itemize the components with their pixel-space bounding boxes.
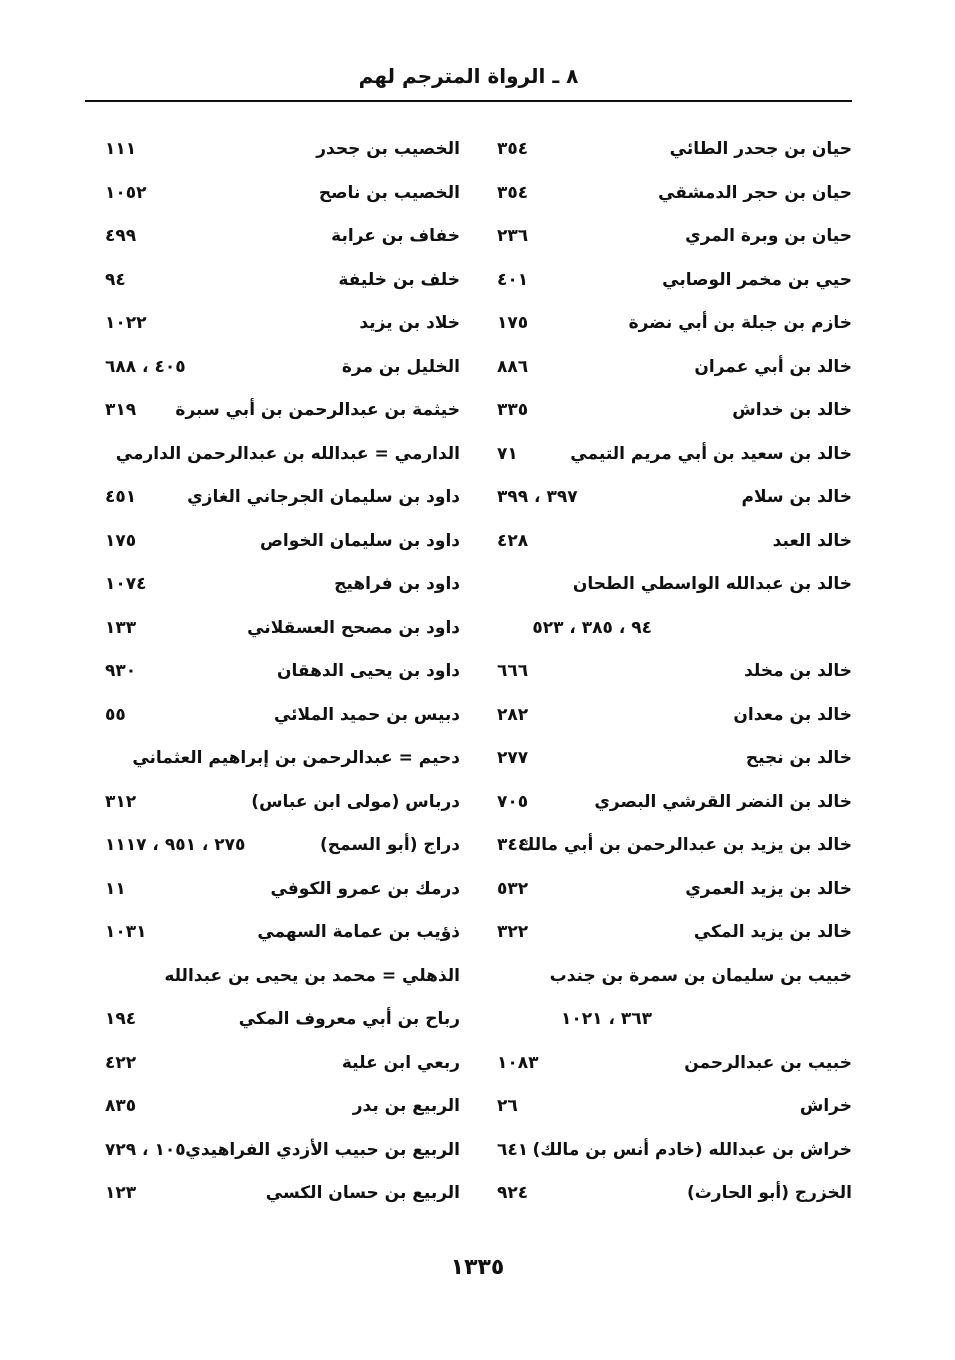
index-entry [477, 302, 852, 346]
index-entry [85, 172, 460, 216]
entry-name: حيي بن مخمر الوصابي [662, 269, 852, 290]
entry-name: خازم بن جبلة بن أبي نضرة [628, 313, 852, 333]
entry-name: خفاف بن عرابة [331, 226, 460, 246]
index-entry [477, 824, 852, 868]
entry-name: خالد بن سعيد بن أبي مريم التيمي [570, 443, 852, 464]
entry-pages: ٨٣٥ [105, 1096, 137, 1116]
index-entry [477, 781, 852, 825]
entry-pages: ١٢٣ [105, 1183, 137, 1203]
page-title: ٨ ـ الرواة المترجم لهم [358, 64, 579, 88]
index-entry [85, 1085, 460, 1129]
entry-name: خلاد بن يزيد [359, 313, 460, 333]
index-entry [477, 868, 852, 912]
entry-pages: ٥٥ [105, 704, 126, 725]
page-header [85, 52, 852, 102]
entry-name: خبيب بن عبدالرحمن [684, 1052, 852, 1073]
entry-pages: ٩٢٤ [497, 1183, 529, 1203]
entry-pages: ٢٧٧ [497, 748, 529, 768]
index-entry [477, 476, 852, 520]
index-entry [85, 781, 460, 825]
entry-pages: ٣٣٥ [497, 400, 529, 420]
entry-pages: ٤٢٨ [497, 530, 529, 551]
entry-pages: ٤٠٥ ، ٦٨٨ [105, 356, 186, 377]
entry-pages: ٩٤ [105, 269, 126, 290]
entry-pages: ٣٥٤ [497, 139, 529, 159]
index-entry [477, 955, 852, 999]
entry-pages: ١٣٣ [105, 617, 137, 638]
index-entry [477, 1042, 852, 1086]
entry-name: خالد بن عبدالله الواسطي الطحان [572, 574, 852, 594]
entry-name: الخزرج (أبو الحارث) [686, 1183, 852, 1203]
entry-name: الربيع بن حبيب الأزدي الفراهيدي [185, 1139, 460, 1160]
entry-pages: ٣١٢ [105, 791, 137, 812]
entry-name: خبيب بن سليمان بن سمرة بن جندب [549, 965, 852, 986]
page-footer [0, 1255, 955, 1280]
entry-name: الخليل بن مرة [341, 356, 460, 377]
entry-name: درمك بن عمرو الكوفي [270, 878, 460, 899]
entry-name: خراش [799, 1096, 852, 1116]
index-entry [477, 607, 852, 651]
entry-name: داود بن سليمان الخواص [260, 530, 460, 551]
entry-pages: ١٠٣١ [105, 922, 147, 942]
entry-name: حيان بن حجر الدمشقي [658, 182, 852, 203]
entry-name: الخصيب بن جحدر [316, 139, 460, 159]
entry-name: دراج (أبو السمح) [320, 835, 460, 855]
entry-pages: ٩٤ ، ٣٨٥ ، ٥٢٣ [532, 617, 652, 638]
index-entry [85, 998, 460, 1042]
index-entry [85, 346, 460, 390]
entry-pages: ٤٢٢ [105, 1052, 137, 1073]
entry-name: خالد بن يزيد بن عبدالرحمن بن أبي مالك [518, 835, 852, 855]
index-entry [85, 563, 460, 607]
entry-name: درباس (مولى ابن عباس) [251, 791, 460, 812]
entry-name: حيان بن جحدر الطائي [669, 139, 852, 159]
index-entry [477, 998, 852, 1042]
entry-name: الربيع بن بدر [352, 1096, 460, 1116]
entry-pages: ٣١٩ [105, 400, 137, 420]
index-column-right [477, 128, 852, 1216]
entry-pages: ١٠٥ ، ٧٢٩ [105, 1139, 186, 1160]
entry-name: دبيس بن حميد الملائي [273, 704, 460, 725]
entry-pages: ٢٣٦ [497, 226, 529, 246]
entry-pages: ٧١ [497, 443, 518, 464]
index-entry [477, 520, 852, 564]
entry-pages: ٣٢٢ [497, 922, 529, 942]
entry-name: خيثمة بن عبدالرحمن بن أبي سبرة [175, 400, 460, 420]
entry-pages: ١٠٥٢ [105, 182, 147, 203]
index-entry [85, 1042, 460, 1086]
entry-name: الخصيب بن ناصح [318, 182, 460, 203]
index-entry [85, 607, 460, 651]
entry-pages: ١٧٥ [497, 313, 529, 333]
index-entry [477, 911, 852, 955]
entry-name: خالد بن النضر القرشي البصري [594, 791, 852, 812]
index-entry [85, 955, 460, 999]
index-entry [85, 259, 460, 303]
index-entry [477, 346, 852, 390]
entry-pages: ٢٧٥ ، ٩٥١ ، ١١١٧ [105, 835, 246, 855]
entry-pages: ١١١ [105, 139, 137, 159]
index-entry [477, 1085, 852, 1129]
entry-pages: ٣٤٤ [497, 835, 529, 855]
index-entry [85, 737, 460, 781]
entry-name: الدارمي = عبدالله بن عبدالرحمن الدارمي [115, 443, 460, 464]
index-entry [477, 650, 852, 694]
index-entry [85, 128, 460, 172]
index-entry [477, 259, 852, 303]
entry-name: خلف بن خليفة [338, 269, 460, 290]
entry-pages: ٣٥٤ [497, 182, 529, 203]
index-entry [85, 824, 460, 868]
index-entry [477, 737, 852, 781]
index-entry [85, 911, 460, 955]
entry-name: داود بن يحيى الدهقان [277, 661, 460, 681]
entry-pages: ٣٦٣ ، ١٠٢١ [561, 1009, 652, 1029]
entry-pages: ٤٠١ [497, 269, 529, 290]
index-entry [85, 302, 460, 346]
entry-name: خالد بن أبي عمران [694, 356, 852, 377]
entry-pages: ٩٣٠ [105, 661, 137, 681]
index-entry [85, 868, 460, 912]
entry-pages: ١١ [105, 878, 126, 899]
entry-pages: ٤٩٩ [105, 226, 137, 246]
entry-pages: ٥٣٢ [497, 878, 529, 899]
index-entry [85, 650, 460, 694]
index-entry [85, 215, 460, 259]
entry-name: دحيم = عبدالرحمن بن إبراهيم العثماني [132, 748, 460, 768]
entry-name: خراش بن عبدالله (خادم أنس بن مالك) [532, 1139, 852, 1160]
index-entry [477, 1172, 852, 1216]
entry-name: رباح بن أبي معروف المكي [238, 1009, 460, 1029]
index-entry [477, 389, 852, 433]
entry-name: خالد بن معدان [733, 704, 852, 725]
entry-name: خالد العبد [772, 530, 852, 551]
entry-pages: ١٠٨٣ [497, 1052, 539, 1073]
entry-pages: ٦٤١ [497, 1139, 529, 1160]
index-entry [85, 694, 460, 738]
entry-pages: ٣٩٧ ، ٣٩٩ [497, 487, 578, 507]
entry-name: خالد بن يزيد المكي [693, 922, 852, 942]
entry-pages: ٤٥١ [105, 487, 137, 507]
entry-name: حيان بن وبرة المري [685, 226, 852, 246]
entry-pages: ٧٠٥ [497, 791, 529, 812]
index-entry [477, 563, 852, 607]
index-entry [477, 694, 852, 738]
entry-name: خالد بن سلام [741, 487, 852, 507]
entry-pages: ٨٨٦ [497, 356, 529, 377]
entry-name: الذهلي = محمد بن يحيى بن عبدالله [164, 965, 460, 986]
index-entry [85, 1129, 460, 1173]
index-entry [477, 128, 852, 172]
entry-pages: ١٠٢٢ [105, 313, 147, 333]
index-entry [477, 172, 852, 216]
entry-pages: ٦٦٦ [497, 661, 529, 681]
index-entry [85, 520, 460, 564]
entry-name: ربعي ابن علية [341, 1052, 460, 1073]
entry-pages: ١٧٥ [105, 530, 137, 551]
index-entry [477, 1129, 852, 1173]
entry-name: داود بن سليمان الجرجاني الغازي [187, 487, 460, 507]
entry-name: الربيع بن حسان الكسي [265, 1183, 460, 1203]
index-entry [85, 476, 460, 520]
entry-name: خالد بن نجيح [745, 748, 852, 768]
index-entry [477, 433, 852, 477]
entry-name: خالد بن يزيد العمري [685, 878, 852, 899]
index-entry [85, 1172, 460, 1216]
entry-pages: ٢٨٢ [497, 704, 529, 725]
index-entry [85, 433, 460, 477]
entry-name: داود بن فراهيج [334, 574, 460, 594]
entry-name: خالد بن خداش [732, 400, 852, 420]
index-entry [85, 389, 460, 433]
index-column-left [85, 128, 460, 1216]
entry-pages: ١٠٧٤ [105, 574, 147, 594]
entry-pages: ٢٦ [497, 1096, 518, 1116]
entry-name: ذؤيب بن عمامة السهمي [257, 922, 460, 942]
entry-name: داود بن مصحح العسقلاني [247, 617, 460, 638]
entry-pages: ١٩٤ [105, 1009, 137, 1029]
index-entry [477, 215, 852, 259]
entry-name: خالد بن مخلد [744, 661, 852, 681]
page-number: ١٣٣٥ [450, 1255, 505, 1280]
